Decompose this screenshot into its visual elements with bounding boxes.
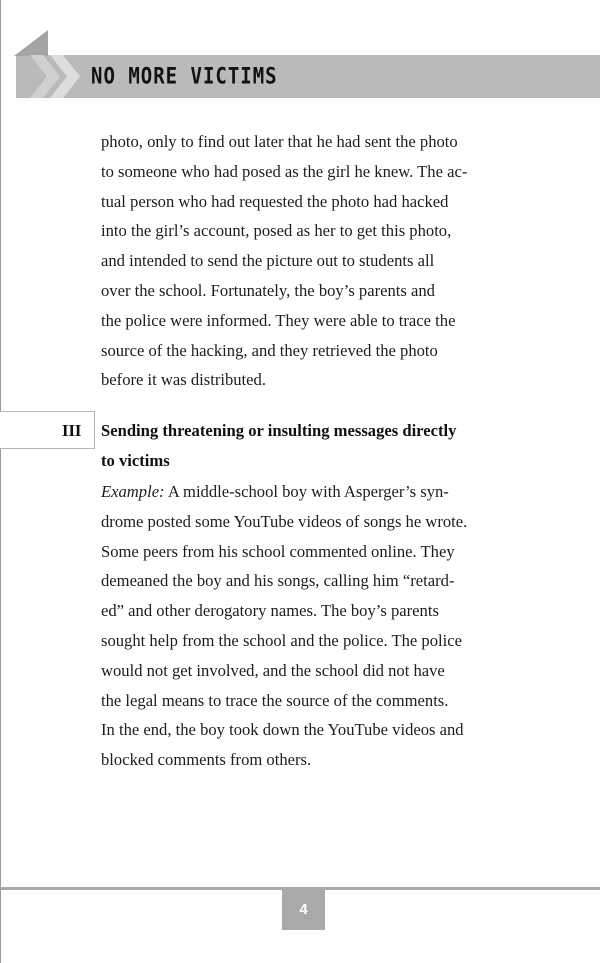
text-line: and intended to send the picture out to students all [101,251,435,271]
text-line: photo, only to find out later that he had sent the photo [101,132,458,151]
text-line: over the school. Fortunately, the boy’s parents and [101,280,435,300]
text-line: source of the hacking, and they retrieved the photo [101,340,438,360]
example-first-line-text: A middle-school boy with Asperger’s syn- [164,482,449,501]
text-line: into the girl’s account, posed as her to get this photo, [101,221,452,241]
running-header-title: NO MORE VICTIMS [91,64,278,90]
example-first-line [101,477,467,507]
text-line: to someone who had posed as the girl he knew. The ac- [101,161,468,181]
text-line: sought help from the school and the police. The police [101,630,462,650]
chevron-arrows-icon [16,55,88,98]
section-number: III [62,421,82,440]
heading-line: to victims [101,450,170,470]
text-line: blocked comments from others. [101,750,312,770]
header-corner-tab [14,30,48,56]
example-label: Example: [101,482,165,501]
text-line: tual person who had requested the photo had hacked [101,191,449,211]
text-line: the legal means to trace the source of the comments. [101,690,449,710]
example-paragraph [101,477,467,775]
text-line: ed” and other derogatory names. The boy’s parents [101,601,439,621]
text-line: In the end, the boy took down the YouTube videos and [101,720,464,740]
text-line: Some peers from his school commented online. They [101,541,455,561]
page-left-edge [0,0,1,963]
text-line: drome posted some YouTube videos of songs he wrote. [101,511,468,531]
text-line: would not get involved, and the school did not have [101,660,445,680]
text-line: before it was distributed. [101,370,266,390]
text-line: the police were informed. They were able to trace the [101,310,456,330]
heading-line: Sending threatening or insulting messages directly [101,421,457,440]
paragraph-continued [101,127,467,395]
text-line: demeaned the boy and his songs, calling him “retard- [101,571,455,591]
section-heading [101,416,456,476]
page-number: 4 [282,890,325,930]
